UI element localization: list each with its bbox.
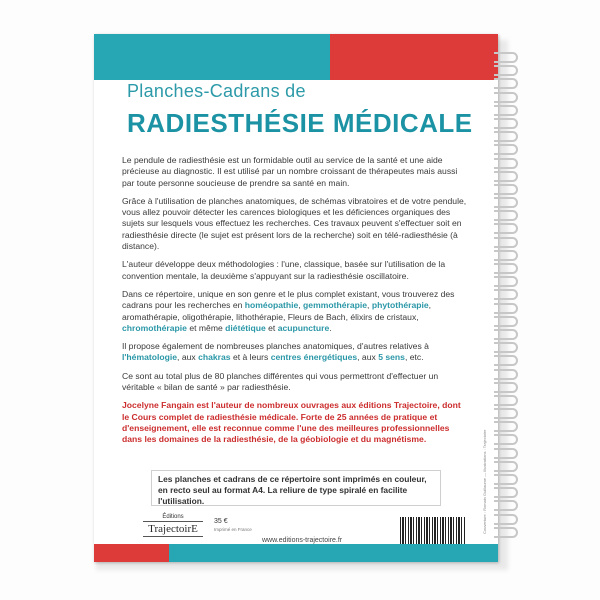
bottom-red-band (94, 544, 169, 562)
spiral-ring (494, 250, 518, 261)
spiral-ring (494, 448, 518, 459)
publisher-logo (138, 514, 208, 548)
spiral-ring (494, 158, 518, 169)
spiral-ring (494, 276, 518, 287)
spiral-binding (494, 52, 524, 562)
paragraph-planches: Il propose également de nombreuses planches anatomiques, d'autres relatives à l'hématologie, aux chakras et à leurs centres énergétiques, aux 5 sens, etc. (122, 341, 429, 363)
book-back-cover (94, 34, 498, 562)
spiral-ring (494, 105, 518, 116)
spiral-ring (494, 263, 518, 274)
spiral-ring (494, 303, 518, 314)
cover-subtitle: Planches-Cadrans de (127, 81, 306, 101)
spiral-ring (494, 65, 518, 76)
spiral-ring (494, 223, 518, 234)
paragraph-total: Ce sont au total plus de 80 planches différentes qui vous permettront d'effectuer un véritable « bilan de santé » par radiesthésie. (122, 370, 439, 393)
top-red-band (330, 34, 498, 80)
price-label: 35 € (214, 518, 228, 525)
spiral-ring (494, 421, 518, 432)
spiral-ring (494, 474, 518, 485)
print-info-box: Les planches et cadrans de ce répertoire sont imprimés en couleur, en recto seul au format A4. La reliure de type spiralé en facilite l'utilisation. (151, 470, 441, 506)
spiral-ring (494, 408, 518, 419)
spiral-ring (494, 461, 518, 472)
spiral-ring (494, 514, 518, 525)
printed-in-label: Imprimé en France (214, 527, 252, 532)
author-bio: Jocelyne Fangain est l'auteur de nombreux ouvrages aux éditions Trajectoire, dont le Cours complet de radiesthésie médicale. Forte de 25 années de pratique et d'enseignement, elle est reconnue comme l'une des meilleures professionnelles dans les domaines de la radiesthésie, de la géobiologie et du magnétisme. (122, 400, 461, 445)
spiral-ring (494, 92, 518, 103)
spiral-ring (494, 500, 518, 511)
spiral-ring (494, 527, 518, 538)
spiral-ring (494, 184, 518, 195)
spiral-ring (494, 369, 518, 380)
cover-credits: Couverture : Romain Guillaume — Illustrations : Trajectoire (482, 429, 487, 534)
cover-body-text (122, 155, 468, 453)
spiral-ring (494, 316, 518, 327)
spiral-ring (494, 131, 518, 142)
spiral-ring (494, 144, 518, 155)
paragraph-intro: Le pendule de radiesthésie est un formidable outil au service de la santé et une aide précieuse au diagnostic. Il est utilisé par un nombre croissant de thérapeutes mais aussi par toute personne soucieuse de prendre sa santé en main. (122, 155, 458, 188)
paragraph-methods: L'auteur développe deux méthodologies : l'une, classique, basée sur l'utilisation de la convention mentale, la deuxième s'appuyant sur la radiesthésie oscillatoire. (122, 259, 446, 281)
spiral-ring (494, 52, 518, 63)
logo-trajectoire: TrajectoirE (148, 523, 198, 535)
spiral-ring (494, 382, 518, 393)
spiral-ring (494, 210, 518, 221)
spiral-ring (494, 78, 518, 89)
logo-divider (143, 536, 203, 537)
logo-editions: Éditions (162, 514, 184, 520)
paragraph-cadrans: Dans ce répertoire, unique en son genre et le plus complet existant, vous trouverez des cadrans pour les recherches en homéopathie, gemmothérapie, phytothérapie, aromathérapie, oligothérapie, lithothérapie, Fleurs de Bach, élixirs de cristaux, chromothérapie et même diététique et acupuncture. (122, 288, 455, 333)
spiral-ring (494, 237, 518, 248)
publisher-website: www.editions-trajectoire.fr (262, 537, 343, 544)
spiral-ring (494, 171, 518, 182)
paragraph-usage: Grâce à l'utilisation de planches anatomiques, de schémas vibratoires et de votre pendule, vous allez pouvoir détecter les carences biologiques et les déficiences organiques des sujets sur lesquels vous effectuez les recherches. Ces travaux peuvent s'effectuer soit en radiesthésie directe (le sujet est présent lors de la recherche) soit en télé-radiesthésie (à distance). (122, 195, 467, 252)
spiral-ring (494, 289, 518, 300)
cover-title: RADIESTHÉSIE MÉDICALE (127, 108, 473, 138)
spiral-ring (494, 118, 518, 129)
spiral-ring (494, 434, 518, 445)
spiral-ring (494, 355, 518, 366)
spiral-ring (494, 197, 518, 208)
spiral-ring (494, 329, 518, 340)
logo-divider (143, 521, 203, 522)
spiral-ring (494, 487, 518, 498)
spiral-ring (494, 342, 518, 353)
spiral-ring (494, 395, 518, 406)
